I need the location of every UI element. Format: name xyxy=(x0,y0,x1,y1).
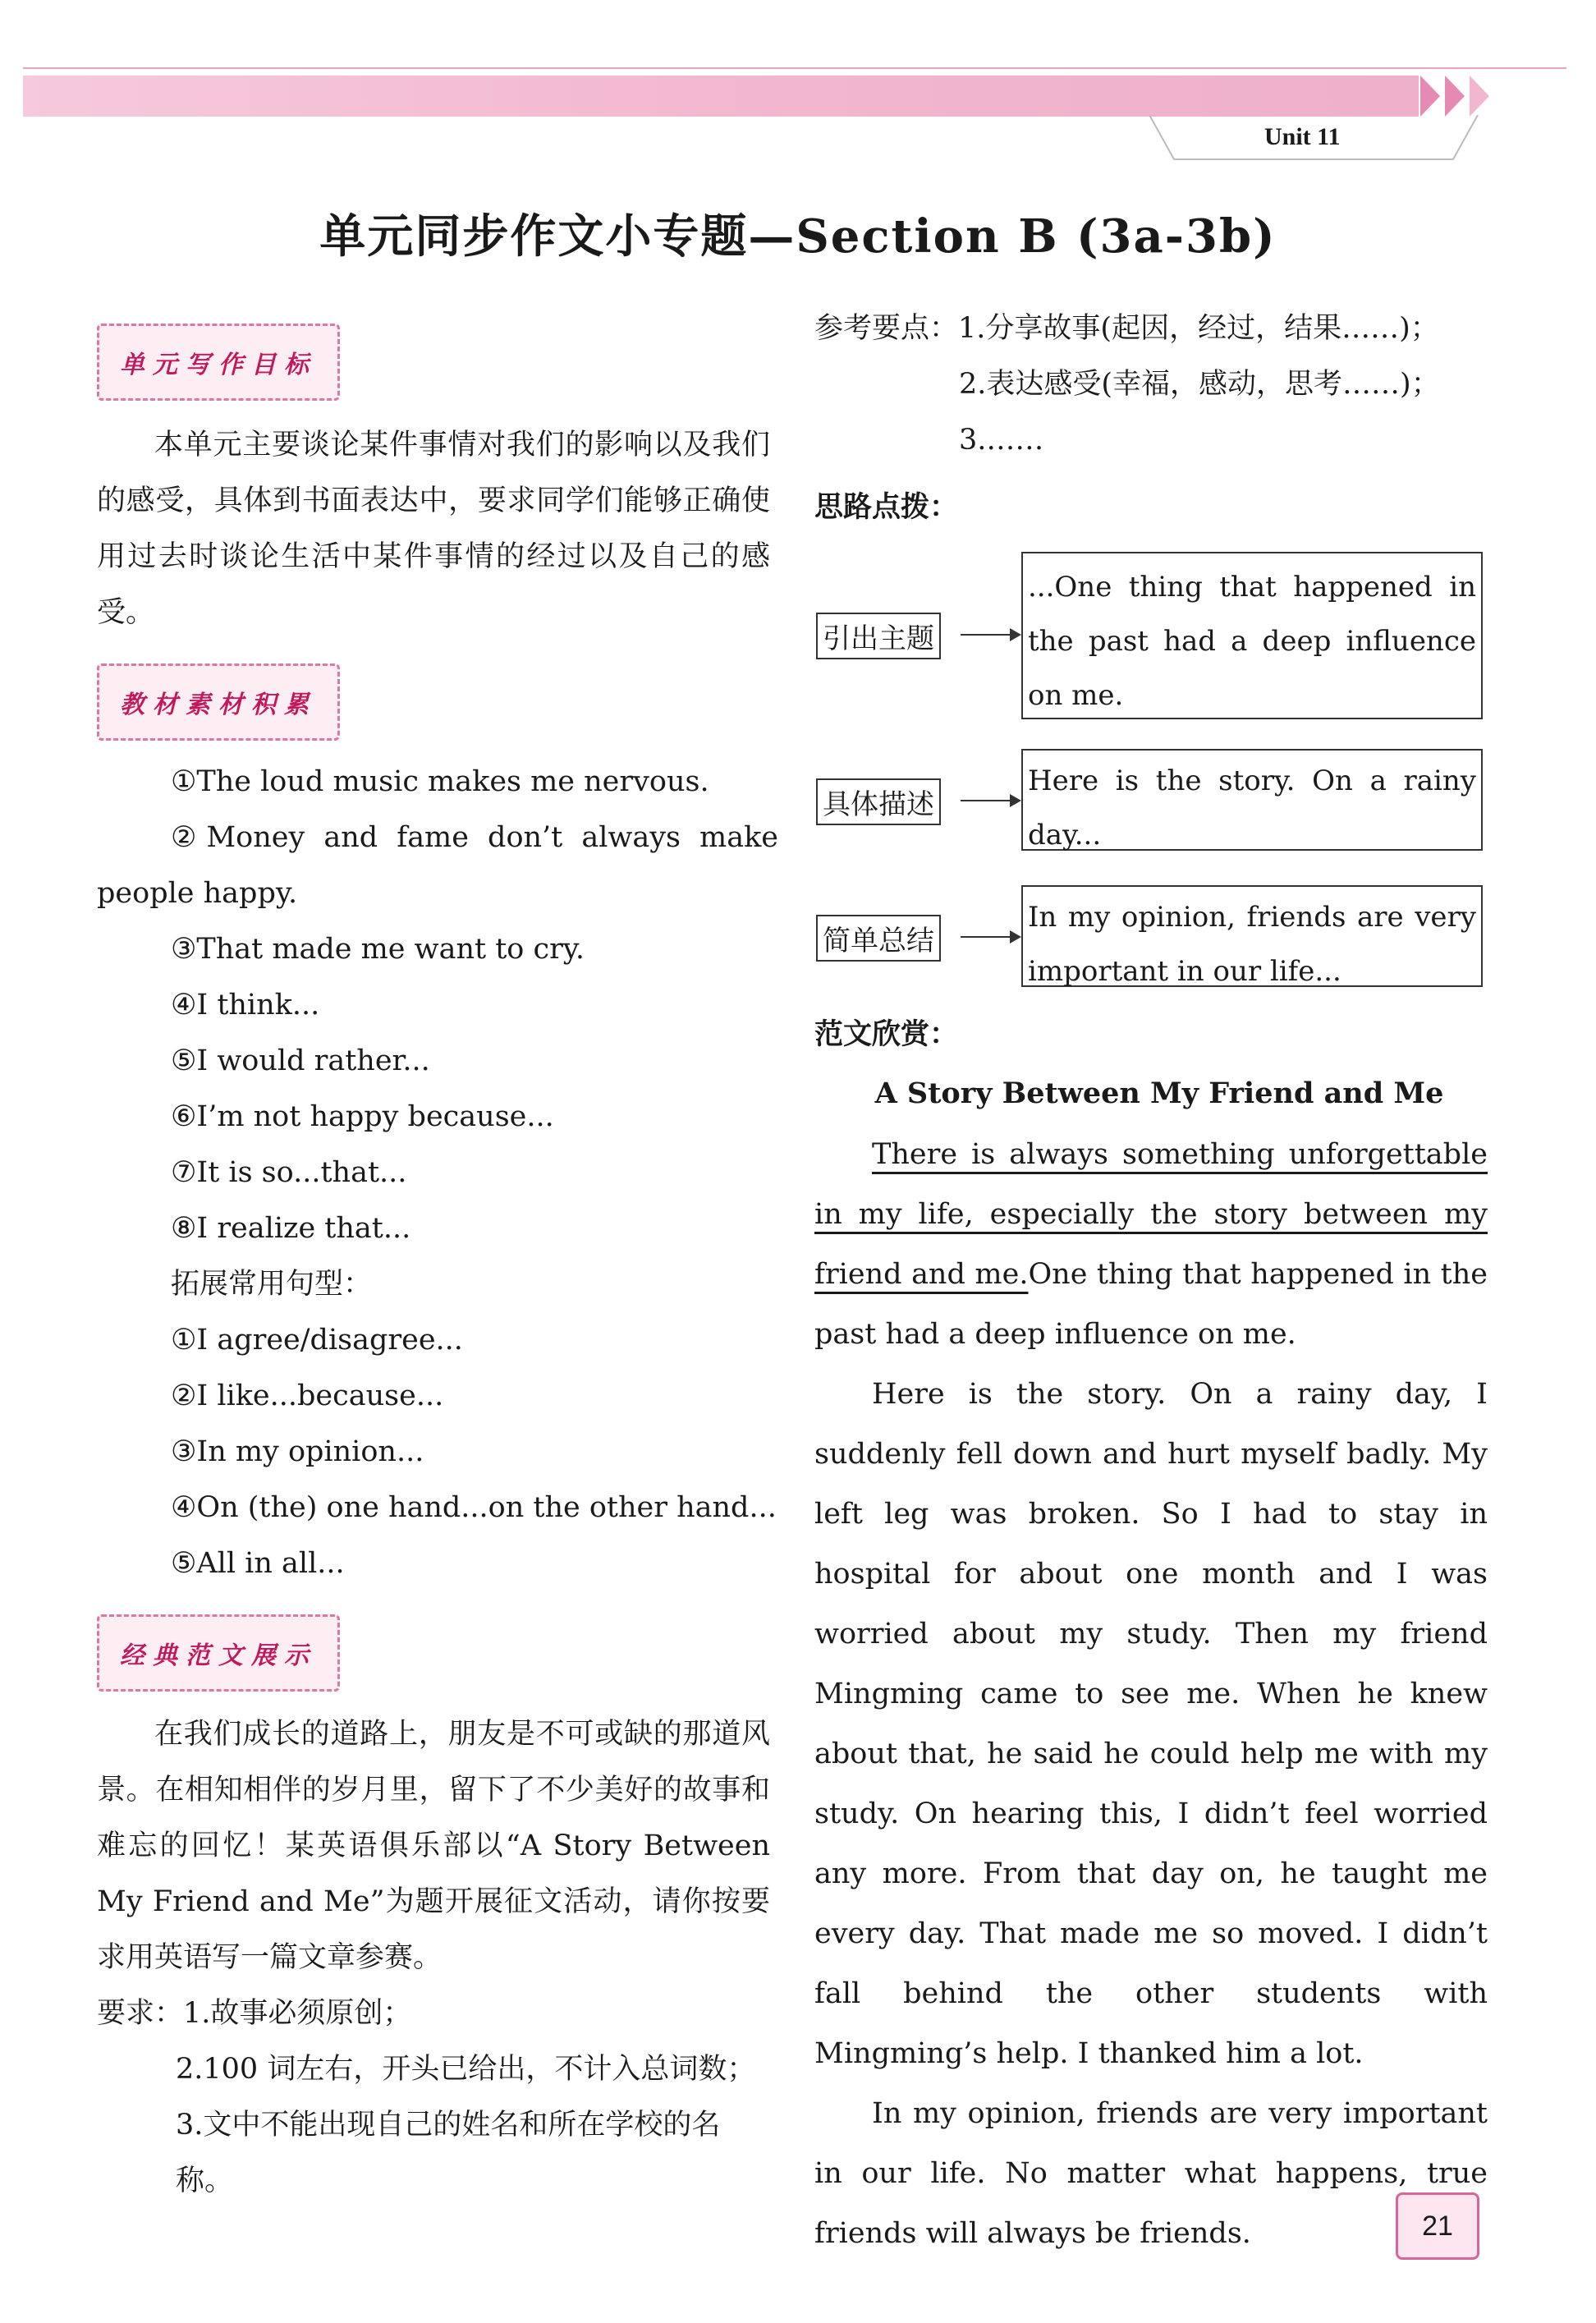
arrow-right-icon xyxy=(961,936,1020,938)
point-item: 2.表达感受(幸福，感动，思考……)； xyxy=(959,368,1440,401)
list-item: ①The loud music makes me nervous. xyxy=(171,765,709,798)
requirement-item: 1.故事必须原创； xyxy=(183,1997,412,2030)
essay-body xyxy=(814,1125,1488,2264)
essay-sentence: One thing that happened in the past had a deep influence on me. xyxy=(814,1258,1488,1351)
essay-paragraph: Here is the story. On a rainy day, I suddenly fell down and hurt myself badly. My left leg was broken. So I had to stay in hospital for about one month and I was worried about my study. Then my friend Mingming came to see me. When he knew about that, he said he could help me with my study. On hearing this, I didn’t feel worried any more. From that day on, he taught me every day. That made me so moved. I didn’t fall behind the other students with Mingming’s help. I thanked him a lot. xyxy=(814,1378,1488,2070)
requirements-label: 要求： xyxy=(97,1997,184,2030)
list-item: ②I like...because... xyxy=(171,1380,444,1412)
flow-box: ...One thing that happened in the past had a deep influence on me. xyxy=(1021,552,1483,719)
essay-title: A Story Between My Friend and Me xyxy=(874,1077,1444,1110)
header-band xyxy=(23,76,1419,117)
idea-title: 思路点拨： xyxy=(814,490,959,524)
underlined-opening: There is always something unforgettable in my life, especially the story between my friend and me. xyxy=(814,1138,1488,1291)
flow-label: 简单总结 xyxy=(816,915,941,962)
flow-label: 引出主题 xyxy=(816,613,941,659)
sample-badge: 经典范文展示 xyxy=(97,1614,340,1692)
list-item: ②Money and fame don’t always make people happy. xyxy=(97,821,778,910)
list-item: ③In my opinion... xyxy=(171,1435,424,1468)
material-list xyxy=(97,754,778,1591)
page-number: 21 xyxy=(1396,2192,1479,2260)
essay-paragraph: In my opinion, friends are very important in our life. No matter what happens, true friends will always be friends. xyxy=(814,2097,1488,2250)
extension-title: 拓展常用句型： xyxy=(171,1268,373,1301)
requirement-item: 3.文中不能出现自己的姓名和所在学校的名称。 xyxy=(176,2109,721,2197)
unit-label: Unit 11 xyxy=(1264,123,1341,150)
requirements xyxy=(97,1986,770,2209)
list-item: ⑧I realize that... xyxy=(171,1212,411,1245)
arrow-right-icon xyxy=(961,800,1020,801)
chevron-right-icon xyxy=(1420,76,1440,117)
list-item: ①I agree/disagree... xyxy=(171,1324,463,1357)
flow-box: Here is the story. On a rainy day... xyxy=(1021,749,1483,851)
material-badge: 教材素材积累 xyxy=(97,663,340,741)
list-item: ④On (the) one hand...on the other hand... xyxy=(171,1491,777,1524)
point-item: 1.分享故事(起因，经过，结果……)； xyxy=(958,312,1439,345)
header-rule xyxy=(23,67,1566,69)
list-item: ③That made me want to cry. xyxy=(171,933,585,966)
goal-text: 本单元主要谈论某件事情对我们的影响以及我们的感受，具体到书面表达中，要求同学们能够正确使用过去时谈论生活中某件事情的经过以及自己的感受。 xyxy=(97,429,770,629)
arrow-right-icon xyxy=(961,634,1020,636)
page-title: 单元同步作文小专题—Section B (3a-3b) xyxy=(319,209,1277,264)
appreciation-title: 范文欣赏： xyxy=(814,1017,959,1051)
goal-badge: 单元写作目标 xyxy=(97,324,340,401)
task-text: 在我们成长的道路上，朋友是不可或缺的那道风景。在相知相伴的岁月里，留下了不少美好的故事和难忘的回忆！某英语俱乐部以“A Story Between My Friend and Me”为题开展征文活动，请你按要求用英语写一篇文章参赛。 xyxy=(97,1718,770,1974)
list-item: ⑦It is so...that... xyxy=(171,1156,407,1189)
chevron-right-icon xyxy=(1470,76,1489,117)
points-label: 参考要点： xyxy=(814,312,959,345)
list-item: ⑥I’m not happy because... xyxy=(171,1100,554,1133)
flow-label: 具体描述 xyxy=(816,778,941,825)
flow-box: In my opinion, friends are very important in our life... xyxy=(1021,885,1483,987)
reference-points xyxy=(814,301,1504,468)
list-item: ⑤All in all... xyxy=(171,1547,345,1580)
chevron-right-icon xyxy=(1445,76,1465,117)
requirement-item: 2.100 词左右，开头已给出，不计入总词数； xyxy=(176,2053,756,2086)
point-item: 3.…… xyxy=(959,424,1044,457)
list-item: ⑤I would rather... xyxy=(171,1044,430,1077)
essay-paragraph xyxy=(814,1125,1488,1365)
list-item: ④I think... xyxy=(171,989,320,1021)
